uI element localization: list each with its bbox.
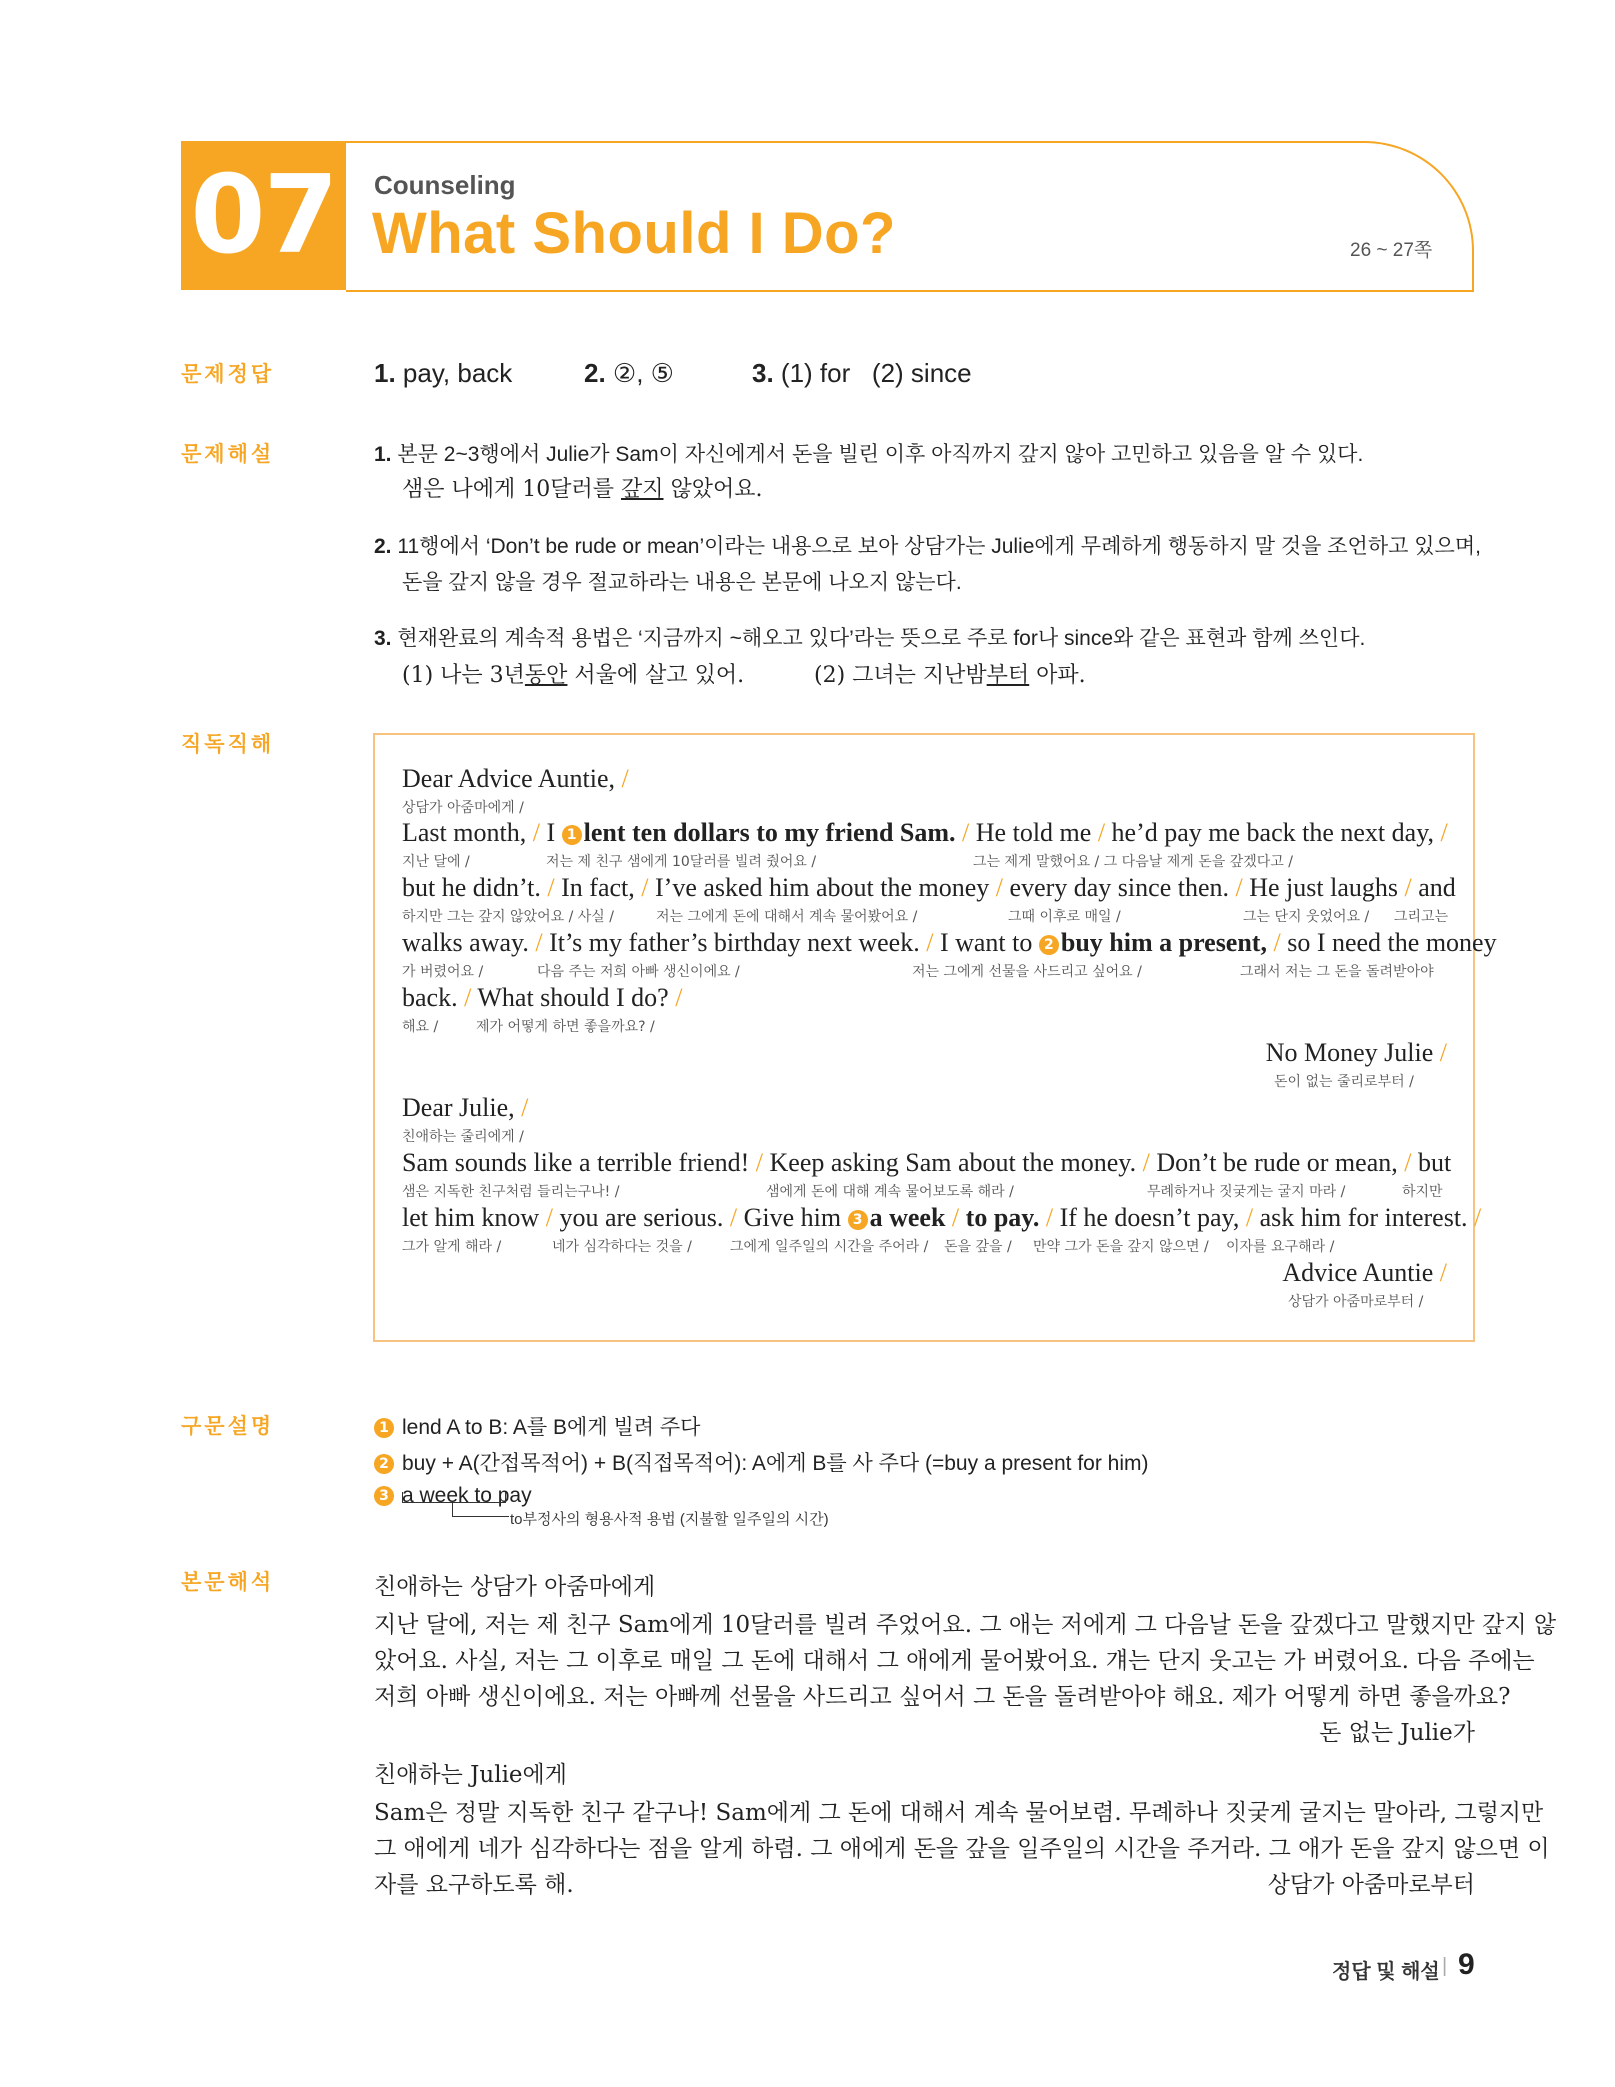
translation-line: 친애하는 상담가 아줌마에게	[374, 1574, 656, 1600]
gloss: 가 버렸어요 /	[402, 964, 484, 980]
gloss: 그에게 일주일의 시간을 주어라 /	[730, 1239, 929, 1255]
gloss: 친애하는 줄리에게 /	[402, 1129, 524, 1145]
translation-line: 그 애에게 네가 심각하다는 점을 알게 하렴. 그 애에게 돈을 갚을 일주일의 시간을 주거라. 그 애가 돈을 갚지 않으면 이	[374, 1836, 1550, 1862]
gloss: 다음 주는 저희 아빠 생신이에요 /	[537, 964, 740, 980]
gloss: 돈을 갚을 /	[944, 1239, 1012, 1255]
gloss: 하지만 그는 갚지 않았어요 / 사실 /	[402, 909, 614, 925]
slash: /	[1439, 1258, 1447, 1287]
gloss: 돈이 없는 줄리로부터 /	[1274, 1074, 1414, 1090]
slash: /	[729, 1203, 738, 1232]
answer-number: 1.	[374, 358, 396, 388]
passage-line	[1266, 1038, 1447, 1068]
slash: /	[545, 1203, 553, 1232]
grammar-text: a week to pay	[402, 1484, 532, 1507]
explanation-q3-example-2	[814, 658, 1086, 689]
note-marker-1: 1	[374, 1418, 394, 1438]
gloss: 그는 단지 웃었어요 /	[1243, 909, 1370, 925]
gloss: 상담가 아줌마로부터 /	[1288, 1294, 1424, 1310]
section-label-grammar: 구문설명	[181, 1415, 275, 1438]
slash: /	[1404, 1148, 1412, 1177]
phrase: Dear Julie,	[402, 1093, 515, 1122]
note-marker-3: 3	[848, 1210, 868, 1230]
explanation-q2-cont: 돈을 갚지 않을 경우 절교하라는 내용은 본문에 나오지 않는다.	[402, 571, 962, 594]
phrase: Last month,	[402, 818, 527, 847]
phrase: Sam sounds like a terrible friend!	[402, 1148, 750, 1177]
slash: /	[1474, 1203, 1482, 1232]
phrase-bold: buy him a present,	[1060, 928, 1267, 957]
passage-line	[402, 818, 1448, 848]
passage-line	[1282, 1258, 1447, 1288]
explanation-text: 11행에서 ‘Don’t be rude or mean’이라는 내용으로 보아 상담가는 Julie에게 무례하게 행동하지 말 것을 조언하고 있으며,	[397, 535, 1481, 558]
translation-line: 지난 달에, 저는 제 친구 Sam에게 10달러를 빌려 주었어요. 그 애는 저에게 그 다음날 돈을 갚겠다고 말했지만 갚지 않	[374, 1612, 1557, 1638]
slash: /	[962, 818, 970, 847]
gloss: 만약 그가 돈을 갚지 않으면 /	[1033, 1239, 1209, 1255]
modifier-arrow	[452, 1502, 509, 1517]
gloss: 저는 제 친구 샘에게 10달러를 빌려 줬어요 /	[546, 854, 817, 870]
passage-line	[402, 1203, 1481, 1233]
explanation-q1	[374, 438, 1363, 468]
signature: No Money Julie	[1265, 1038, 1434, 1067]
slash: /	[521, 1093, 529, 1122]
gloss: 제가 어떻게 하면 좋을까요? /	[476, 1019, 655, 1035]
phrase: but he didn’t.	[402, 873, 541, 902]
gloss: 하지만	[1402, 1184, 1443, 1200]
translation-signature: 상담가 아줌마로부터	[1267, 1872, 1475, 1898]
translation-line: 자를 요구하도록 해.	[374, 1872, 574, 1898]
gloss: 저는 그에게 선물을 사드리고 싶어요 /	[912, 964, 1142, 980]
gloss: 샘은 지독한 친구처럼 들리는구나! /	[402, 1184, 620, 1200]
slash: /	[755, 1148, 764, 1177]
phrase: He just laughs	[1249, 873, 1398, 902]
gloss: 그때 이후로 매일 /	[1008, 909, 1121, 925]
phrase: he’d pay me back the next day,	[1111, 818, 1435, 847]
slash: /	[1245, 1203, 1254, 1232]
unit-number: 07	[190, 153, 337, 278]
grammar-annotation: to부정사의 형용사적 용법 (지불할 일주일의 시간)	[510, 1511, 829, 1528]
answer-text: (1) for (2) since	[780, 358, 972, 388]
phrase: If he doesn’t pay,	[1059, 1203, 1240, 1232]
note-marker-2: 2	[374, 1454, 394, 1474]
page-number: 9	[1458, 1948, 1475, 1981]
gloss: 이자를 요구해라 /	[1226, 1239, 1335, 1255]
slash: /	[621, 764, 629, 793]
phrase: I	[546, 818, 556, 847]
translation-line: Sam은 정말 지독한 친구 같구나! Sam에게 그 돈에 대해서 계속 물어보렴. 무례하나 짓궂게 굴지는 말아라, 그렇지만	[374, 1800, 1544, 1826]
answer-number: 2.	[584, 358, 606, 388]
answer-text: pay, back	[402, 358, 513, 388]
slash: /	[464, 983, 472, 1012]
slash: /	[995, 873, 1004, 902]
section-label-translation: 본문해석	[181, 1571, 275, 1594]
phrase: In fact,	[561, 873, 635, 902]
footer-label: 정답 및 해설	[1332, 1961, 1440, 1983]
example-text: (2) 그녀는 지난밤	[814, 663, 987, 688]
passage-line	[402, 764, 629, 794]
question-number: 2.	[374, 535, 392, 558]
phrase: I’ve asked him about the money	[655, 873, 990, 902]
phrase: ask him for interest.	[1259, 1203, 1468, 1232]
grammar-text: lend A to B: A를 B에게 빌려 주다	[402, 1416, 701, 1439]
section-label-answers: 문제정답	[181, 363, 275, 386]
slash: /	[641, 873, 649, 902]
phrase: and	[1418, 873, 1456, 902]
phrase: so I need the money	[1287, 928, 1497, 957]
passage-line	[402, 983, 682, 1013]
example-text: 서울에 살고 있어.	[567, 663, 745, 688]
slash: /	[532, 818, 540, 847]
phrase-bold: to pay.	[965, 1203, 1040, 1232]
phrase: let him know	[402, 1203, 540, 1232]
phrase: It’s my father’s birthday next week.	[549, 928, 920, 957]
section-label-explanation: 문제해설	[181, 443, 275, 466]
slash: /	[926, 928, 934, 957]
phrase: Don’t be rude or mean,	[1156, 1148, 1398, 1177]
example-underlined: 동안	[524, 663, 568, 688]
phrase: you are serious.	[559, 1203, 724, 1232]
slash: /	[1273, 928, 1281, 957]
explanation-q3-example-1	[402, 658, 744, 689]
gloss: 해요 /	[402, 1019, 439, 1035]
passage-line	[402, 873, 1456, 903]
phrase-bold: lent ten dollars to my friend Sam.	[583, 818, 956, 847]
phrase: but	[1417, 1148, 1452, 1177]
slash: /	[1045, 1203, 1054, 1232]
phrase: Keep asking Sam about the money.	[769, 1148, 1137, 1177]
passage-line	[402, 1093, 528, 1123]
gloss: 샘에게 돈에 대해 계속 물어보도록 해라 /	[766, 1184, 1014, 1200]
slash: /	[1142, 1148, 1150, 1177]
passage-line	[402, 928, 1497, 958]
translation-signature: 돈 없는 Julie가	[1319, 1720, 1475, 1746]
answer-number: 3.	[752, 358, 774, 388]
signature: Advice Auntie	[1282, 1258, 1434, 1287]
gloss: 그래서 저는 그 돈을 돌려받아야	[1240, 964, 1434, 980]
gloss: 그리고는	[1394, 909, 1449, 925]
explanation-q1-example	[402, 472, 763, 503]
note-marker-3: 3	[374, 1486, 394, 1506]
gloss: 지난 달에 /	[402, 854, 470, 870]
explanation-q2	[374, 530, 1481, 560]
slash: /	[1440, 818, 1448, 847]
slash: /	[1097, 818, 1106, 847]
translation-line: 친애하는 Julie에게	[374, 1762, 567, 1788]
slash: /	[951, 1203, 960, 1232]
slash: /	[1235, 873, 1243, 902]
explanation-text: 현재완료의 계속적 용법은 ‘지금까지 ~해오고 있다’라는 뜻으로 주로 for나 since와 같은 표현과 함께 쓰인다.	[397, 627, 1366, 650]
example-text: 아파.	[1029, 663, 1086, 688]
note-marker-2: 2	[1039, 935, 1059, 955]
lesson-title: What Should I Do?	[372, 201, 896, 266]
phrase-bold: a week	[869, 1203, 946, 1232]
gloss: 저는 그에게 돈에 대해서 계속 물어봤어요 /	[656, 909, 918, 925]
section-label-direct-reading: 직독직해	[181, 733, 275, 756]
phrase: What should I do?	[477, 983, 669, 1012]
gloss: 네가 심각하다는 것을 /	[552, 1239, 692, 1255]
explanation-text: 본문 2~3행에서 Julie가 Sam이 자신에게서 돈을 빌린 이후 아직까지 갚지 않아 고민하고 있음을 알 수 있다.	[397, 443, 1364, 466]
phrase: I want to	[939, 928, 1033, 957]
slash: /	[1404, 873, 1412, 902]
lesson-subject: Counseling	[374, 170, 516, 200]
answer-3	[752, 358, 972, 389]
example-underlined: 갚지	[621, 477, 664, 502]
grammar-text: buy + A(간접목적어) + B(직접목적어): A에게 B를 사 주다 (=buy a present for him)	[402, 1452, 1149, 1475]
slash: /	[675, 983, 683, 1012]
gloss: 상담가 아줌마에게 /	[402, 800, 524, 816]
answer-2	[584, 358, 674, 389]
phrase: back.	[402, 983, 458, 1012]
note-marker-1: 1	[562, 825, 582, 845]
gloss: 그는 제게 말했어요 / 그 다음날 제게 돈을 갚겠다고 /	[973, 854, 1293, 870]
translation-line: 았어요. 사실, 저는 그 이후로 매일 그 돈에 대해서 그 애에게 물어봤어요. 걔는 단지 웃고는 가 버렸어요. 다음 주에는	[374, 1648, 1535, 1674]
grammar-note-1	[374, 1411, 700, 1441]
grammar-note-2	[374, 1447, 1149, 1477]
passage-line	[402, 1148, 1451, 1178]
phrase: Give him	[743, 1203, 842, 1232]
phrase: Dear Advice Auntie,	[402, 764, 615, 793]
page-range: 26 ~ 27쪽	[1350, 240, 1433, 261]
answer-text: ②, ⑤	[612, 358, 674, 388]
slash: /	[535, 928, 543, 957]
slash: /	[1439, 1038, 1447, 1067]
phrase: walks away.	[402, 928, 529, 957]
example-text: (1) 나는 3년	[402, 663, 525, 688]
footer-separator: |	[1442, 1955, 1448, 1977]
explanation-q3	[374, 622, 1365, 652]
phrase: He told me	[975, 818, 1092, 847]
phrase: every day since then.	[1009, 873, 1229, 902]
translation-line: 저희 아빠 생신이에요. 저는 아빠께 선물을 사드리고 싶어서 그 돈을 돌려받아야 해요. 제가 어떻게 하면 좋을까요?	[374, 1684, 1511, 1710]
answer-1	[374, 358, 512, 389]
gloss: 무례하거나 짓궂게는 굴지 마라 /	[1147, 1184, 1346, 1200]
example-text: 샘은 나에게 10달러를	[402, 477, 621, 502]
slash: /	[547, 873, 555, 902]
question-number: 3.	[374, 627, 392, 650]
example-underlined: 부터	[986, 663, 1030, 688]
question-number: 1.	[374, 443, 392, 466]
gloss: 그가 알게 해라 /	[402, 1239, 502, 1255]
example-text: 않았어요.	[663, 477, 763, 502]
